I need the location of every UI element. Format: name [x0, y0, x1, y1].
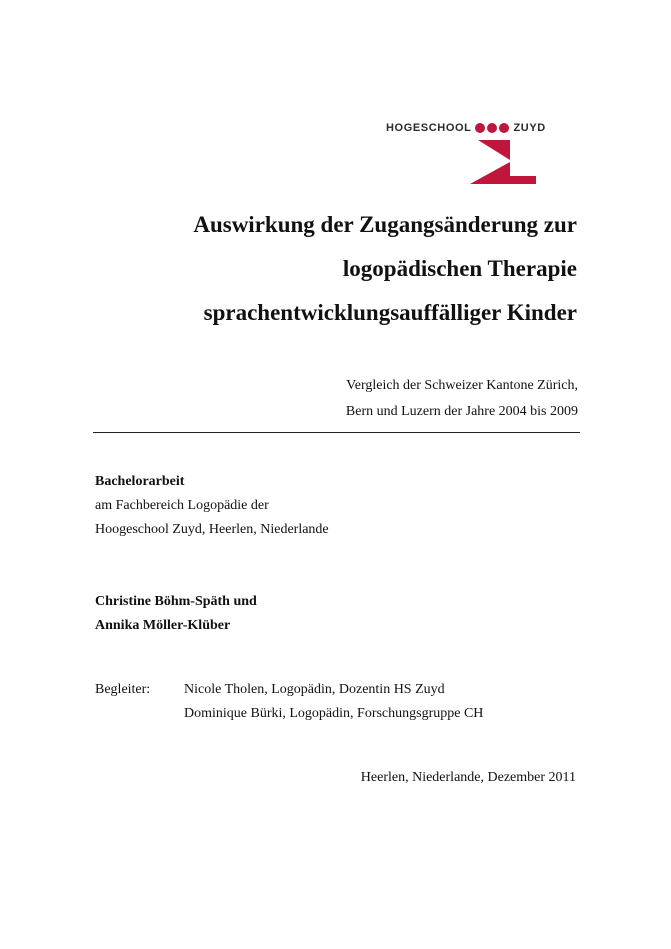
place-date: Heerlen, Niederlande, Dezember 2011 — [360, 770, 576, 785]
divider — [93, 432, 580, 433]
supervisor-name: Dominique Bürki, Logopädin, Forschungsgruppe CH — [184, 706, 484, 721]
title-line-3: sprachentwicklungsauffälliger Kinder — [203, 300, 577, 325]
logo-wordmark — [386, 120, 546, 136]
logo-dot — [487, 123, 497, 133]
hogeschool-zuyd-logo — [386, 120, 566, 190]
author-line-2: Annika Möller-Klüber — [95, 618, 231, 633]
z-mark-icon — [464, 138, 538, 188]
supervisor-list — [184, 678, 483, 726]
author-line-1: Christine Böhm-Späth und — [95, 594, 257, 609]
thesis-institution: Hoogeschool Zuyd, Heerlen, Niederlande — [95, 522, 329, 537]
logo-dot — [475, 123, 485, 133]
title-line-2: logopädischen Therapie — [342, 256, 577, 281]
thesis-type: Bachelorarbeit — [95, 474, 185, 489]
thesis-info — [95, 470, 329, 542]
supervisors — [95, 678, 483, 726]
logo-dot — [499, 123, 509, 133]
title-line-1: Auswirkung der Zugangsänderung zur — [193, 212, 577, 237]
logo-dots-icon — [475, 123, 509, 133]
subtitle-line-2: Bern und Luzern der Jahre 2004 bis 2009 — [345, 404, 578, 419]
authors — [95, 590, 257, 638]
supervisors-label: Begleiter: — [95, 682, 151, 697]
subtitle-line-1: Vergleich der Schweizer Kantone Zürich, — [346, 378, 578, 393]
document-subtitle — [346, 373, 578, 425]
document-title — [193, 203, 577, 335]
logo-name-right: ZUYD — [513, 122, 546, 134]
thesis-department: am Fachbereich Logopädie der — [95, 498, 269, 513]
logo-name-left: HOGESCHOOL — [386, 122, 472, 134]
supervisor-name: Nicole Tholen, Logopädin, Dozentin HS Zuyd — [184, 682, 445, 697]
